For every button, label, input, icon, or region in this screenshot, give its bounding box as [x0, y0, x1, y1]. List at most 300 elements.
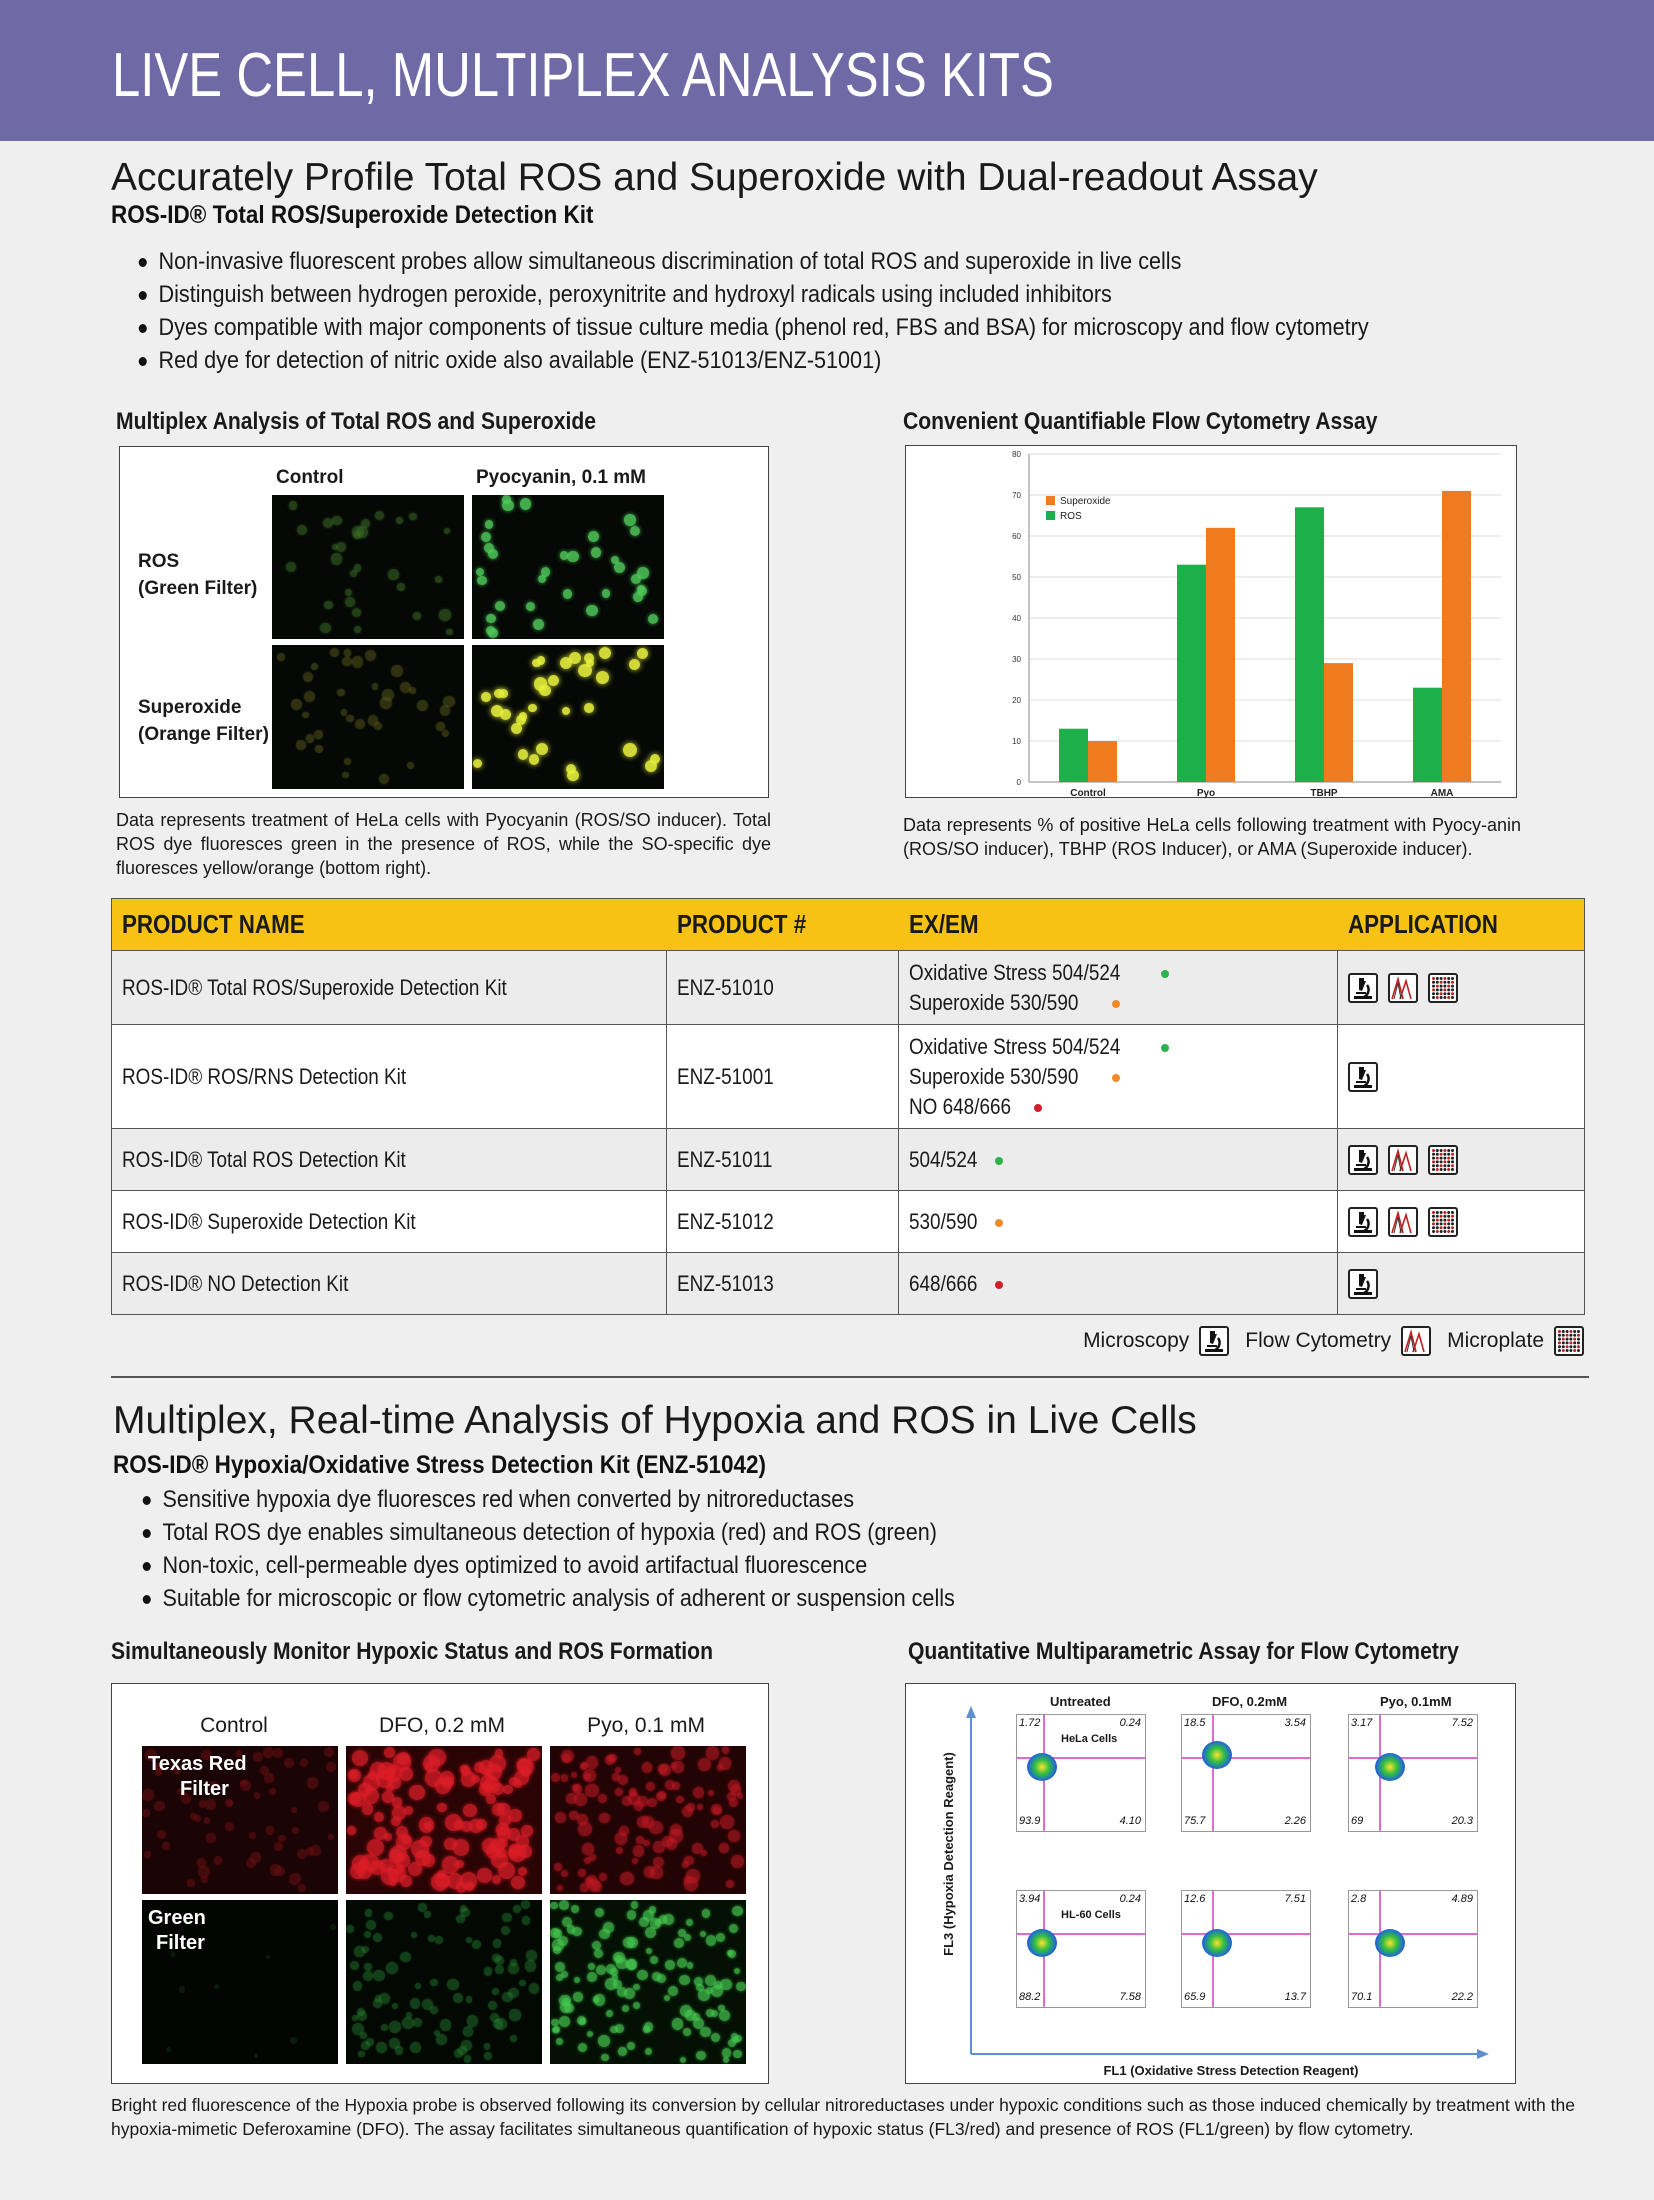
- cell-spot: [306, 734, 314, 742]
- micro-ros-pyocyanin: [472, 495, 664, 639]
- flow-cytometry-icon: [1401, 1326, 1431, 1356]
- micro-superoxide-control: [272, 645, 464, 789]
- cell-spot: [541, 567, 551, 577]
- cell-spot: [574, 1977, 581, 1984]
- bar-superoxide-control: [1088, 741, 1117, 782]
- cell-spot: [214, 1984, 219, 1989]
- cell-spot: [344, 649, 351, 656]
- y-tick-label: 30: [1012, 655, 1021, 664]
- quadrant-value: 70.1: [1351, 1991, 1373, 2003]
- cell-spot: [481, 692, 490, 701]
- cell-spot: [346, 1925, 354, 1933]
- cell-spot: [345, 589, 352, 596]
- cell-spot: [401, 1835, 410, 1844]
- cell-spot: [687, 1962, 693, 1968]
- cell-population-blob: [1027, 1929, 1057, 1957]
- cell-spot: [300, 1759, 308, 1767]
- application-legend: [1083, 1326, 1584, 1356]
- cell-spot: [645, 2048, 652, 2055]
- cell-spot: [599, 1929, 609, 1939]
- cell-spot: [578, 1869, 586, 1877]
- cell-spot: [304, 691, 315, 702]
- cell-spot: [266, 1826, 274, 1834]
- cell-spot: [686, 1803, 695, 1812]
- cell-spot: [314, 730, 323, 739]
- cell-spot: [499, 1814, 511, 1826]
- cell-spot: [529, 754, 539, 764]
- header-ex-em: EX/EM: [899, 899, 1338, 951]
- green-dot: [1161, 1044, 1169, 1052]
- red-dot: [995, 1281, 1003, 1289]
- cell-spot: [368, 715, 378, 725]
- cell-spot: [614, 562, 625, 573]
- bullet-item: Dyes compatible with major components of tissue culture media (phenol red, FBS and BSA) for microscopy and flow cytometry: [136, 311, 1369, 344]
- flow-cytometry-icon: [1388, 973, 1418, 1003]
- cell-spot: [509, 1844, 520, 1855]
- cell-spot: [373, 1970, 384, 1981]
- cell-spot: [400, 682, 411, 693]
- microscope-icon: [1348, 973, 1378, 1003]
- cell-spot: [615, 1767, 621, 1773]
- row-label-ros-filter: (Green Filter): [138, 578, 258, 599]
- flow-plot: [1348, 1714, 1478, 1832]
- cell-spot: [584, 703, 594, 713]
- cell-spot: [442, 730, 449, 737]
- cell-spot: [571, 1905, 579, 1913]
- cell-spot: [201, 1876, 208, 1883]
- cell-spot: [463, 1804, 477, 1818]
- micro-green-dfo: [346, 1900, 542, 2064]
- cell-product-number: ENZ-51011: [667, 1129, 899, 1191]
- cell-spot: [550, 1902, 557, 1909]
- cell-spot: [486, 1764, 502, 1780]
- cell-spot: [539, 685, 551, 697]
- cell-spot: [454, 1820, 463, 1829]
- cell-spot: [386, 1962, 398, 1974]
- cell-spot: [346, 715, 354, 723]
- cell-spot: [711, 2033, 720, 2042]
- cell-spot: [553, 1946, 561, 1954]
- cell-spot: [502, 495, 511, 504]
- cell-spot: [264, 1773, 274, 1783]
- cell-spot: [440, 1771, 455, 1786]
- cell-spot: [311, 663, 318, 670]
- orange-dot: [1112, 1000, 1120, 1008]
- cell-application: [1338, 951, 1585, 1025]
- bar-ros-ama: [1413, 688, 1442, 782]
- cell-spot: [166, 2047, 171, 2052]
- cell-spot: [277, 653, 285, 661]
- fig-flow-frame: [905, 445, 1517, 798]
- cell-spot: [415, 1983, 421, 1989]
- cell-spot: [656, 1792, 665, 1801]
- cell-spot: [650, 1956, 658, 1964]
- cell-spot: [493, 1939, 501, 1947]
- cell-spot: [732, 1906, 743, 1917]
- cell-spot: [677, 1958, 687, 1968]
- section2-caption: Bright red fluorescence of the Hypoxia probe is observed following its conversion by cellular nitroreductases under hypoxic conditions such as those induced chemically by treatment with the hypoxia-mimetic Deferoxamine (DFO). The assay facilitates simultaneous quantification of hypoxic status (FL3/red) and presence of ROS (FL1/green) by flow cytometry.: [111, 2095, 1575, 2139]
- cell-spot: [596, 1965, 606, 1975]
- cell-spot: [737, 1793, 743, 1799]
- micro-green-pyo: [550, 1900, 746, 2064]
- section1-heading: Accurately Profile Total ROS and Superoxide with Dual-readout Assay: [111, 156, 1318, 199]
- row-label-superoxide-filter: (Orange Filter): [138, 724, 269, 745]
- cell-spot: [496, 1848, 507, 1859]
- col-label-pyo: Pyo, 0.1 mM: [587, 1714, 705, 1737]
- cell-spot: [352, 1750, 368, 1766]
- cell-application: [1338, 1129, 1585, 1191]
- cell-spot: [729, 1798, 738, 1807]
- cell-spot: [476, 568, 484, 576]
- table-row: [112, 1129, 1585, 1191]
- cell-spot: [246, 1858, 256, 1868]
- cell-spot: [736, 1982, 746, 1992]
- cell-spot: [373, 1933, 382, 1942]
- cell-spot: [665, 1960, 675, 1970]
- cell-spot: [435, 1936, 443, 1944]
- cell-spot: [481, 532, 491, 542]
- fig-quant-title: Quantitative Multiparametric Assay for Flow Cytometry: [908, 1638, 1459, 1665]
- cell-product-number: ENZ-51012: [667, 1191, 899, 1253]
- cell-spot: [307, 1777, 319, 1789]
- cell-spot: [526, 602, 535, 611]
- cell-spot: [464, 2055, 471, 2062]
- cell-spot: [347, 1826, 356, 1835]
- cell-spot: [488, 549, 498, 559]
- cell-spot: [587, 2031, 593, 2037]
- cell-spot: [447, 1979, 458, 1990]
- cell-spot: [598, 1794, 607, 1803]
- cell-spot: [735, 2035, 742, 2042]
- flow-cytometry-icon: [1388, 1145, 1418, 1175]
- cell-spot: [350, 570, 357, 577]
- cell-spot: [396, 517, 403, 524]
- cell-spot: [686, 1869, 700, 1883]
- cell-spot: [631, 1901, 639, 1909]
- cell-spot: [407, 762, 414, 769]
- quadrant-value: 12.6: [1184, 1893, 1206, 1905]
- cell-spot: [693, 2018, 704, 2029]
- cell-spot: [646, 1782, 655, 1791]
- gate-horizontal-line: [1349, 1757, 1477, 1759]
- x-axis-label: FL1 (Oxidative Stress Detection Reagent): [1103, 2063, 1359, 2078]
- quadrant-value: 18.5: [1184, 1717, 1206, 1729]
- cell-spot: [711, 2010, 718, 2017]
- cell-spot: [363, 1971, 373, 1981]
- quadrant-value: 13.7: [1284, 1991, 1306, 2003]
- quadrant-value: 65.9: [1184, 1991, 1206, 2003]
- x-tick-label: TBHP: [1310, 788, 1338, 799]
- cell-spot: [701, 1850, 707, 1856]
- cell-spot: [392, 2003, 398, 2009]
- cell-spot: [700, 1931, 706, 1937]
- cell-spot: [682, 1861, 689, 1868]
- cell-spot: [594, 1949, 603, 1958]
- cell-spot: [733, 2050, 742, 2059]
- cell-spot: [379, 774, 389, 784]
- y-tick-label: 40: [1012, 614, 1021, 623]
- quadrant-value: 0.24: [1119, 1893, 1141, 1905]
- cell-spot: [342, 772, 349, 779]
- cell-spot: [360, 2032, 367, 2039]
- cell-spot: [456, 1915, 465, 1924]
- cell-spot: [676, 1796, 683, 1803]
- cell-spot: [637, 648, 648, 659]
- cell-spot: [194, 1815, 201, 1822]
- cell-spot: [341, 709, 347, 715]
- cell-spot: [665, 1780, 675, 1790]
- legend-label-ros: ROS: [1060, 511, 1082, 522]
- cell-spot: [556, 1974, 563, 1981]
- header-application: APPLICATION: [1338, 899, 1585, 951]
- cell-spot: [558, 1936, 568, 1946]
- legend-microscopy-label: Microscopy: [1083, 1329, 1190, 1352]
- cell-spot: [495, 1965, 504, 1974]
- cell-spot: [582, 1843, 594, 1855]
- quadrant-value: 1.72: [1019, 1717, 1041, 1729]
- cell-spot: [144, 1851, 151, 1858]
- cell-spot: [388, 569, 398, 579]
- row-label-texasred: Texas Red: [148, 1753, 247, 1775]
- fig-quant-frame: [905, 1683, 1516, 2084]
- cell-spot: [633, 592, 643, 602]
- quadrant-value: 88.2: [1019, 1991, 1041, 2003]
- cell-spot: [206, 1833, 216, 1843]
- bullet-item: Total ROS dye enables simultaneous detection of hypoxia (red) and ROS (green): [140, 1516, 955, 1549]
- cell-spot: [254, 1792, 261, 1799]
- cell-spot: [372, 683, 378, 689]
- cell-spot: [521, 1767, 531, 1777]
- quadrant-value: 69: [1351, 1815, 1364, 1827]
- fig-multiplex-frame: [119, 446, 769, 798]
- cell-spot: [472, 1940, 481, 1949]
- cell-spot: [536, 743, 548, 755]
- cell-spot: [702, 1909, 710, 1917]
- bar-superoxide-ama: [1442, 491, 1471, 782]
- cell-spot: [320, 623, 330, 633]
- fig-flow-title: Convenient Quantifiable Flow Cytometry Assay: [903, 408, 1378, 435]
- cell-spot: [374, 1812, 384, 1822]
- cell-spot: [502, 1913, 512, 1923]
- quadrant-value: 3.54: [1284, 1717, 1306, 1729]
- cell-spot: [643, 1840, 650, 1847]
- cell-spot: [411, 1840, 429, 1858]
- cell-spot: [711, 1820, 718, 1827]
- flow-cytometry-icon: [1401, 1326, 1431, 1356]
- col-label-dfo: DFO, 0.2 mM: [378, 1714, 505, 1737]
- cell-application: [1338, 1025, 1585, 1129]
- cell-spot: [353, 1981, 363, 1991]
- cell-spot: [187, 1879, 194, 1886]
- cell-spot: [620, 1872, 633, 1885]
- cell-spot: [345, 597, 355, 607]
- cell-spot: [328, 1834, 334, 1840]
- fig-flow-caption: Data represents % of positive HeLa cells following treatment with Pyocy-anin (ROS/SO inducer), TBHP (ROS Inducer), or AMA (Superoxide inducer).: [903, 815, 1521, 859]
- cell-spot: [729, 1924, 738, 1933]
- cell-spot: [518, 749, 529, 760]
- hela-cells-label: HeLa Cells: [1061, 1733, 1118, 1745]
- cell-spot: [647, 1798, 657, 1808]
- cell-spot: [388, 1777, 401, 1790]
- cell-spot: [508, 1988, 518, 1998]
- microplate-icon: [1554, 1326, 1584, 1356]
- bullet-item: Non-invasive fluorescent probes allow simultaneous discrimination of total ROS and superoxide in live cells: [136, 245, 1369, 278]
- cell-spot: [362, 1803, 374, 1815]
- cell-spot: [435, 576, 441, 582]
- cell-spot: [274, 1842, 283, 1851]
- cell-spot: [389, 2038, 400, 2049]
- cell-spot: [599, 1813, 609, 1823]
- cell-spot: [601, 2054, 609, 2062]
- cell-spot: [509, 2009, 520, 2020]
- cell-spot: [626, 1959, 636, 1969]
- cell-spot: [592, 1941, 601, 1950]
- cell-spot: [397, 583, 405, 591]
- cell-spot: [567, 551, 579, 563]
- table-row: [112, 1253, 1585, 1315]
- cell-spot: [561, 1774, 568, 1781]
- flow-plot: [1348, 1890, 1478, 2008]
- cell-spot: [664, 1995, 670, 2001]
- cell-spot: [430, 1979, 438, 1987]
- cell-spot: [513, 1905, 522, 1914]
- cell-spot: [595, 1908, 604, 1917]
- cell-spot: [648, 614, 658, 624]
- cell-spot: [484, 2043, 491, 2050]
- cell-population-blob: [1027, 1753, 1057, 1781]
- cell-spot: [409, 513, 416, 520]
- y-tick-label: 20: [1012, 696, 1021, 705]
- cell-spot: [674, 1938, 684, 1948]
- cell-spot: [616, 1847, 623, 1854]
- bar-ros-pyo: [1177, 565, 1206, 782]
- cell-spot: [458, 2046, 467, 2055]
- y-tick-label: 10: [1012, 737, 1021, 746]
- cell-spot: [358, 2051, 364, 2057]
- cell-spot: [399, 1767, 413, 1781]
- cell-spot: [466, 1996, 473, 2003]
- cell-spot: [526, 1950, 537, 1961]
- cell-spot: [622, 2005, 629, 2012]
- cell-spot: [587, 1879, 599, 1891]
- cell-spot: [599, 1873, 607, 1881]
- cell-spot: [588, 1963, 595, 1970]
- bar-superoxide-tbhp: [1324, 663, 1353, 782]
- cell-spot: [376, 2042, 387, 2053]
- cell-spot: [486, 1794, 495, 1803]
- row-label-green: Green: [148, 1907, 206, 1929]
- cell-spot: [440, 2019, 452, 2031]
- cell-spot: [348, 1769, 361, 1782]
- cell-spot: [728, 1830, 740, 1842]
- bullet-item: Red dye for detection of nitric oxide also available (ENZ-51013/ENZ-51001): [136, 344, 1369, 377]
- col-label-control: Control: [276, 467, 344, 488]
- cell-spot: [557, 1885, 563, 1891]
- x-tick-label: Control: [1070, 788, 1106, 799]
- cell-spot: [563, 589, 573, 599]
- cell-spot: [615, 1832, 627, 1844]
- cell-spot: [659, 1915, 668, 1924]
- cell-spot: [671, 1746, 684, 1759]
- hl60-cells-label: HL-60 Cells: [1061, 1909, 1121, 1921]
- cell-spot: [485, 520, 493, 528]
- col-label-pyo: Pyo, 0.1mM: [1380, 1694, 1452, 1709]
- cell-spot: [637, 567, 648, 578]
- table-row: [112, 1025, 1585, 1129]
- microplate-icon: [1428, 1145, 1458, 1175]
- cell-spot: [495, 601, 505, 611]
- cell-spot: [586, 605, 598, 617]
- cell-spot: [375, 511, 384, 520]
- quadrant-value: 7.52: [1451, 1717, 1473, 1729]
- bullet-item: Sensitive hypoxia dye fluoresces red when converted by nitroreductases: [140, 1483, 955, 1516]
- legend-flow-label: Flow Cytometry: [1245, 1329, 1392, 1352]
- quadrant-value: 4.89: [1451, 1893, 1473, 1905]
- cell-spot: [529, 1983, 539, 1993]
- cell-spot: [573, 1784, 582, 1793]
- cell-spot: [518, 1867, 527, 1876]
- cell-spot: [615, 1788, 623, 1796]
- cell-spot: [639, 1917, 649, 1927]
- cell-spot: [612, 1773, 620, 1781]
- cell-spot: [381, 2024, 388, 2031]
- cell-spot: [572, 1927, 581, 1936]
- cell-spot: [354, 626, 361, 633]
- cell-spot: [367, 1839, 384, 1856]
- cell-spot: [686, 1919, 693, 1926]
- cell-spot: [503, 1785, 513, 1795]
- cell-spot: [365, 650, 377, 662]
- cell-spot: [344, 758, 351, 765]
- col-label-pyocyanin: Pyocyanin, 0.1 mM: [476, 467, 647, 488]
- cell-spot: [473, 759, 482, 768]
- cell-product-name: ROS-ID® Total ROS Detection Kit: [112, 1129, 667, 1191]
- row-label-superoxide: Superoxide: [138, 697, 242, 718]
- cell-spot: [286, 562, 296, 572]
- cell-population-blob: [1375, 1753, 1405, 1781]
- cell-spot: [719, 1757, 731, 1769]
- cell-spot: [330, 648, 339, 657]
- cell-spot: [731, 1855, 744, 1868]
- cell-spot: [318, 1801, 329, 1812]
- cell-spot: [679, 1975, 690, 1986]
- cell-spot: [291, 699, 302, 710]
- cell-spot: [645, 1927, 656, 1938]
- cell-spot: [400, 1952, 411, 1963]
- cell-spot: [697, 1804, 703, 1810]
- cell-spot: [584, 1857, 591, 1864]
- cell-spot: [382, 1791, 394, 1803]
- cell-spot: [428, 1935, 435, 1942]
- orange-dot: [1112, 1074, 1120, 1082]
- cell-population-blob: [1375, 1929, 1405, 1957]
- microplate-icon: [1554, 1326, 1584, 1356]
- cell-spot: [649, 1821, 662, 1834]
- quadrant-value: 3.94: [1019, 1893, 1041, 1905]
- cell-spot: [550, 1928, 560, 1938]
- cell-spot: [214, 1856, 222, 1864]
- cell-spot: [204, 1817, 211, 1824]
- cell-spot: [253, 1752, 263, 1762]
- cell-spot: [488, 2001, 497, 2010]
- micro-texasred-pyo: [550, 1746, 746, 1894]
- cell-spot: [629, 659, 640, 670]
- cell-spot: [719, 2010, 730, 2021]
- microscope-icon: [1348, 1062, 1378, 1092]
- cell-spot: [466, 1937, 472, 1943]
- quadrant-value: 7.51: [1284, 1893, 1306, 1905]
- cell-spot: [642, 1762, 653, 1773]
